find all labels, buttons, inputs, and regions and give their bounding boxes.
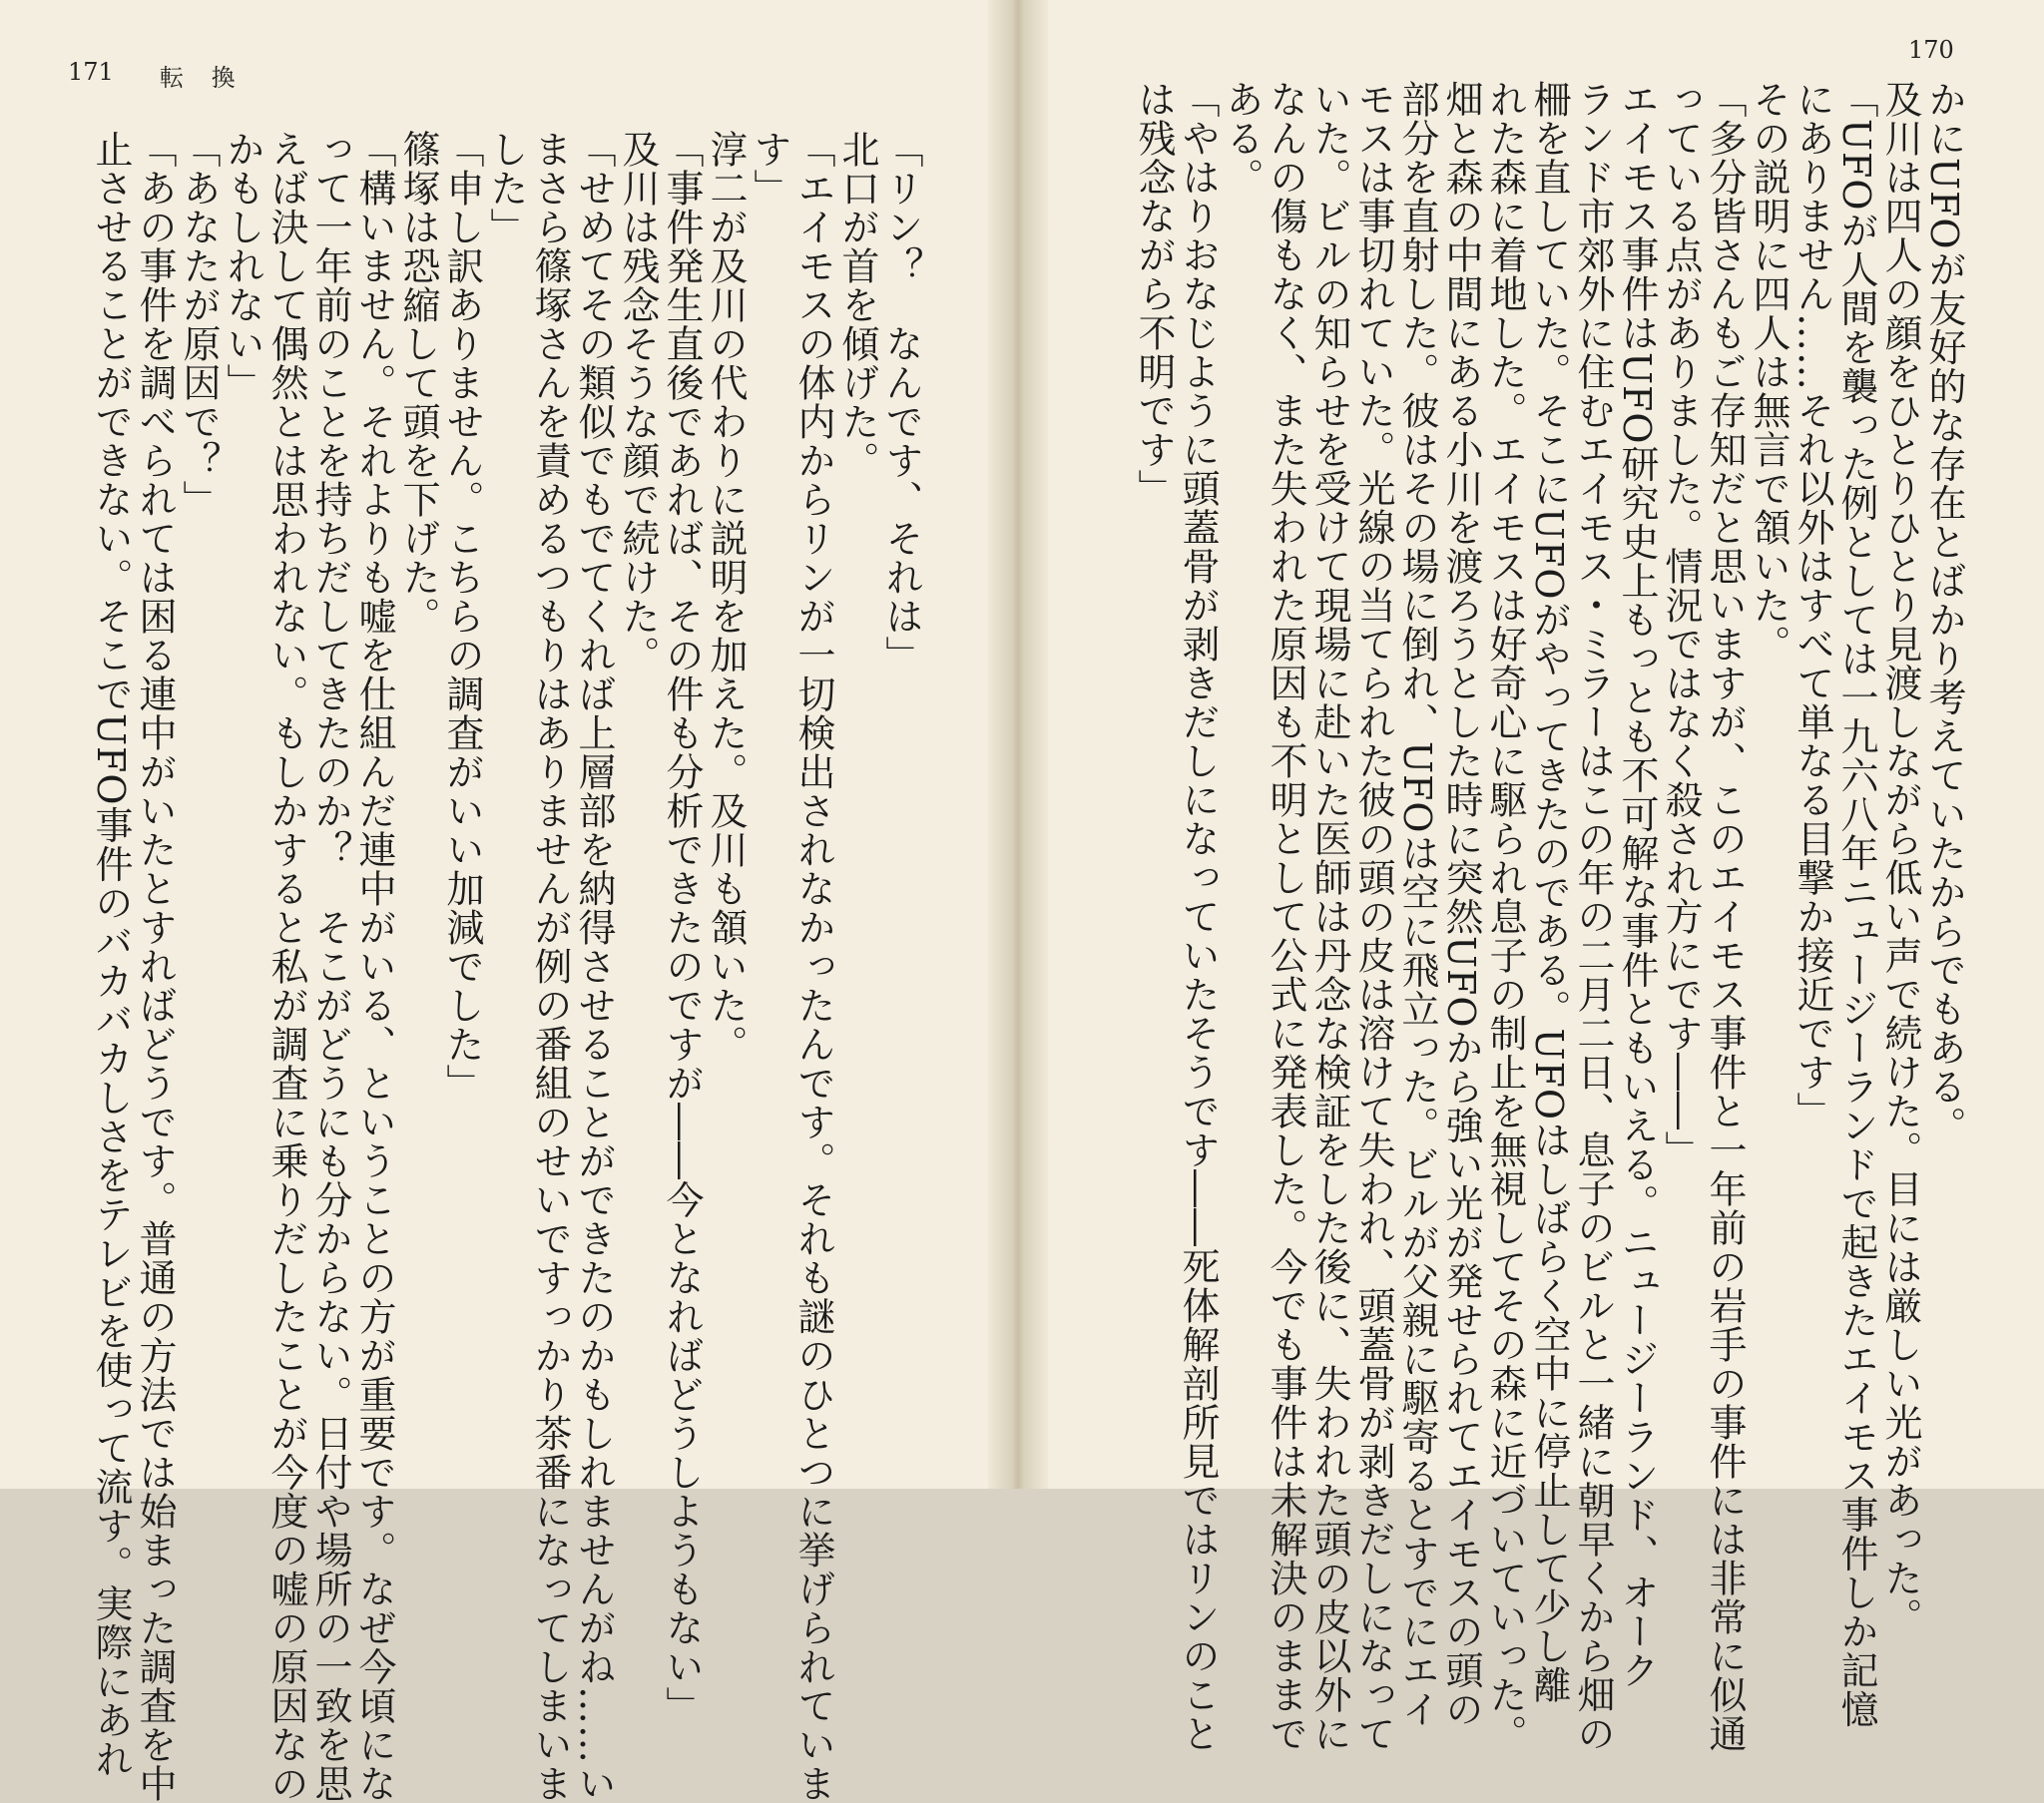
text-line: モスは事切れていた。光線の当てられた彼の頭の皮は溶けて失われ、頭蓋骨が剥きだしになって xyxy=(1351,80,1395,1753)
text-line: 北口が首を傾げた。 xyxy=(835,130,879,480)
text-line: 「UFOが人間を襲った例としては一九六八年ニュージーランドで起きたエイモス事件しか記憶 xyxy=(1834,80,1878,1729)
left-page-body xyxy=(70,130,923,1803)
text-line: れた森に着地した。エイモスは好奇心に駆られ息子の制止を無視してその森に近づいていった。 xyxy=(1483,80,1527,1753)
text-line: かもしれない」 xyxy=(221,130,264,402)
text-line: 及川は四人の顔をひとりひとり見渡しながら低い声で続けた。目には厳しい光があった。 xyxy=(1878,80,1922,1636)
text-line: って一年前のことを持ちだしてきたのか？ そこがどうにも分からない。日付や場所の一致を思 xyxy=(308,130,352,1803)
text-line: 淳二が及川の代わりに説明を加えた。及川も頷いた。 xyxy=(704,130,748,1064)
text-line: 止させることができない。そこでUFO事件のバカバカしさをテレビを使って流す。実際にあれ xyxy=(89,130,133,1779)
right-page-body xyxy=(1132,80,1966,1753)
text-line: す」 xyxy=(748,130,791,208)
book-gutter xyxy=(988,0,1048,1489)
text-line: 「リン？ なんです、それは」 xyxy=(879,130,923,675)
text-line: 篠塚は恐縮して頭を下げた。 xyxy=(396,130,440,636)
right-page-number: 170 xyxy=(1908,36,1954,64)
text-line: 「あの事件を調べられては困る連中がいたとすればどうです。普通の方法では始まった調査を中 xyxy=(133,130,177,1803)
text-line: にありません……それ以外はすべて単なる目撃か接近です」 xyxy=(1790,80,1834,1130)
text-line: 「あなたが原因で？」 xyxy=(177,130,221,519)
text-line: 部分を直射した。彼はその場に倒れ、UFOは空に飛立った。ビルが父親に駆寄るとすでにエイ xyxy=(1395,80,1439,1729)
text-line: 「申し訳ありません。こちらの調査がいい加減でした」 xyxy=(440,130,484,1103)
text-line: 「事件発生直後であれば、その件も分析できたのですが――今となればどうしようもない」 xyxy=(660,130,704,1725)
text-line: 「エイモスの体内からリンが一切検出されなかったんです。それも謎のひとつに挙げられていま xyxy=(791,130,835,1803)
text-line: まさら篠塚さんを責めるつもりはありませんが例の番組のせいですっかり茶番になってしまいま xyxy=(528,130,572,1803)
running-head: 転 換 xyxy=(160,64,246,92)
text-line: 及川は残念そうな顔で続けた。 xyxy=(616,130,660,675)
text-line: は残念ながら不明です」 xyxy=(1132,80,1176,508)
text-line: エイモス事件はUFO研究史上もっとも不可解な事件ともいえる。ニュージーランド、オーク xyxy=(1615,80,1659,1690)
text-line: その説明に四人は無言で頷いた。 xyxy=(1747,80,1790,664)
text-line: かにUFOが友好的な存在とばかり考えていたからでもある。 xyxy=(1922,80,1966,1145)
text-line: 「せめてその類似でもでてくれば上層部を納得させることができたのかもしれませんがね……い xyxy=(572,130,616,1803)
text-line: いた。ビルの知らせを受けて現場に赴いた医師は丹念な検証をした後に、失われた頭の皮以外に xyxy=(1307,80,1351,1753)
text-line: ランド市郊外に住むエイモス・ミラーはこの年の二月二日、息子のビルと一緒に朝早くから畑の xyxy=(1571,80,1615,1753)
text-line: 「やはりおなじように頭蓋骨が剥きだしになっていたそうです――死体解剖所見ではリンのこと xyxy=(1176,80,1220,1753)
text-line: 「構いません。それよりも嘘を仕組んだ連中がいる、ということの方が重要です。なぜ今頃にな xyxy=(352,130,396,1803)
text-line: っている点がありました。情況ではなく殺され方にです――」 xyxy=(1659,80,1703,1169)
text-line: 「多分皆さんもご存知だと思いますが、このエイモス事件と一年前の岩手の事件には非常に似通 xyxy=(1703,80,1747,1753)
text-line: 畑と森の中間にある小川を渡ろうとした時に突然UFOから強い光が発せられてエイモスの頭の xyxy=(1439,80,1483,1729)
text-line: ある。 xyxy=(1220,80,1264,197)
text-line: 柵を直していた。そこにUFOがやってきたのである。UFOはしばらく空中に停止して少し離 xyxy=(1527,80,1571,1705)
text-line: なんの傷もなく、また失われた原因も不明として公式に発表した。今でも事件は未解決のままで xyxy=(1264,80,1307,1753)
text-line: した」 xyxy=(484,130,528,246)
left-page-number: 171 xyxy=(68,58,114,86)
text-line: えば決して偶然とは思われない。もしかすると私が調査に乗りだしたことが今度の嘘の原因なの xyxy=(264,130,308,1803)
